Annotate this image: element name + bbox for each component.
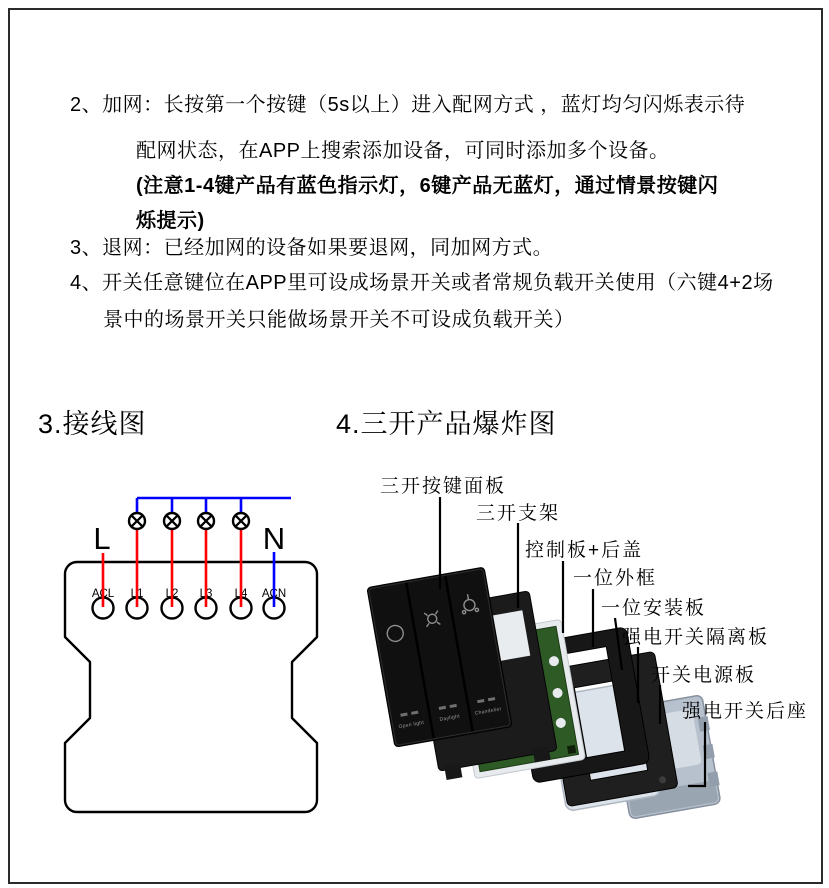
instruction-line-1: 2、加网：长按第一个按键（5s以上）进入配网方式 ，蓝灯均匀闪烁表示待	[70, 94, 746, 116]
key-panel-part	[367, 567, 512, 747]
terminal-label-l4: L4	[234, 588, 248, 600]
terminal-label-acl: ACL	[91, 588, 115, 600]
key2-caption: Daylight	[439, 713, 461, 723]
label-power-board: 开关电源板	[651, 665, 757, 686]
instruction-line-4b: 景中的场景开关只能做场景开关不可设成负载开关）	[103, 309, 575, 331]
key3-caption: Chandelier	[474, 706, 503, 717]
wiring-diagram	[45, 478, 345, 833]
label-key-panel: 三开按键面板	[380, 476, 507, 497]
wiring-section-title: 3.接线图	[38, 409, 147, 439]
label-bracket: 三开支架	[476, 503, 561, 524]
live-label: L	[93, 521, 111, 556]
lamp-icon-3	[198, 513, 214, 529]
neutral-label: N	[262, 521, 286, 556]
key1-caption: Open light	[398, 719, 425, 731]
lamp-icon-4	[233, 513, 249, 529]
label-rear-seat: 强电开关后座	[682, 701, 809, 722]
label-isolation-plate: 强电开关隔离板	[622, 627, 770, 648]
lamp-icon-1	[129, 513, 145, 529]
terminal-label-l2: L2	[165, 588, 179, 600]
instruction-line-4a: 4、开关任意键位在APP里可设成场景开关或者常规负载开关使用（六键4+2场	[70, 272, 774, 294]
instruction-note-line-1: (注意1-4键产品有蓝色指示灯，6键产品无蓝灯，通过情景按键闪	[136, 175, 719, 197]
label-mounting-plate: 一位安装板	[601, 598, 707, 619]
terminal-label-l1: L1	[130, 588, 144, 600]
exploded-view-diagram	[360, 462, 822, 854]
instruction-line-2: 配网状态，在APP上搜索添加设备，可同时添加多个设备。	[136, 140, 670, 162]
exploded-section-title: 4.三开产品爆炸图	[336, 409, 557, 439]
label-outer-frame: 一位外框	[573, 568, 658, 589]
label-control-board: 控制板+后盖	[525, 540, 644, 561]
live-wire	[103, 529, 241, 607]
lamp-icon-2	[164, 513, 180, 529]
instruction-note-line-2: 烁提示)	[136, 210, 205, 232]
terminal-label-l3: L3	[199, 588, 213, 600]
instruction-line-3: 3、退网：已经加网的设备如果要退网，同加网方式。	[70, 237, 554, 259]
terminal-label-acn: ACN	[261, 588, 287, 600]
